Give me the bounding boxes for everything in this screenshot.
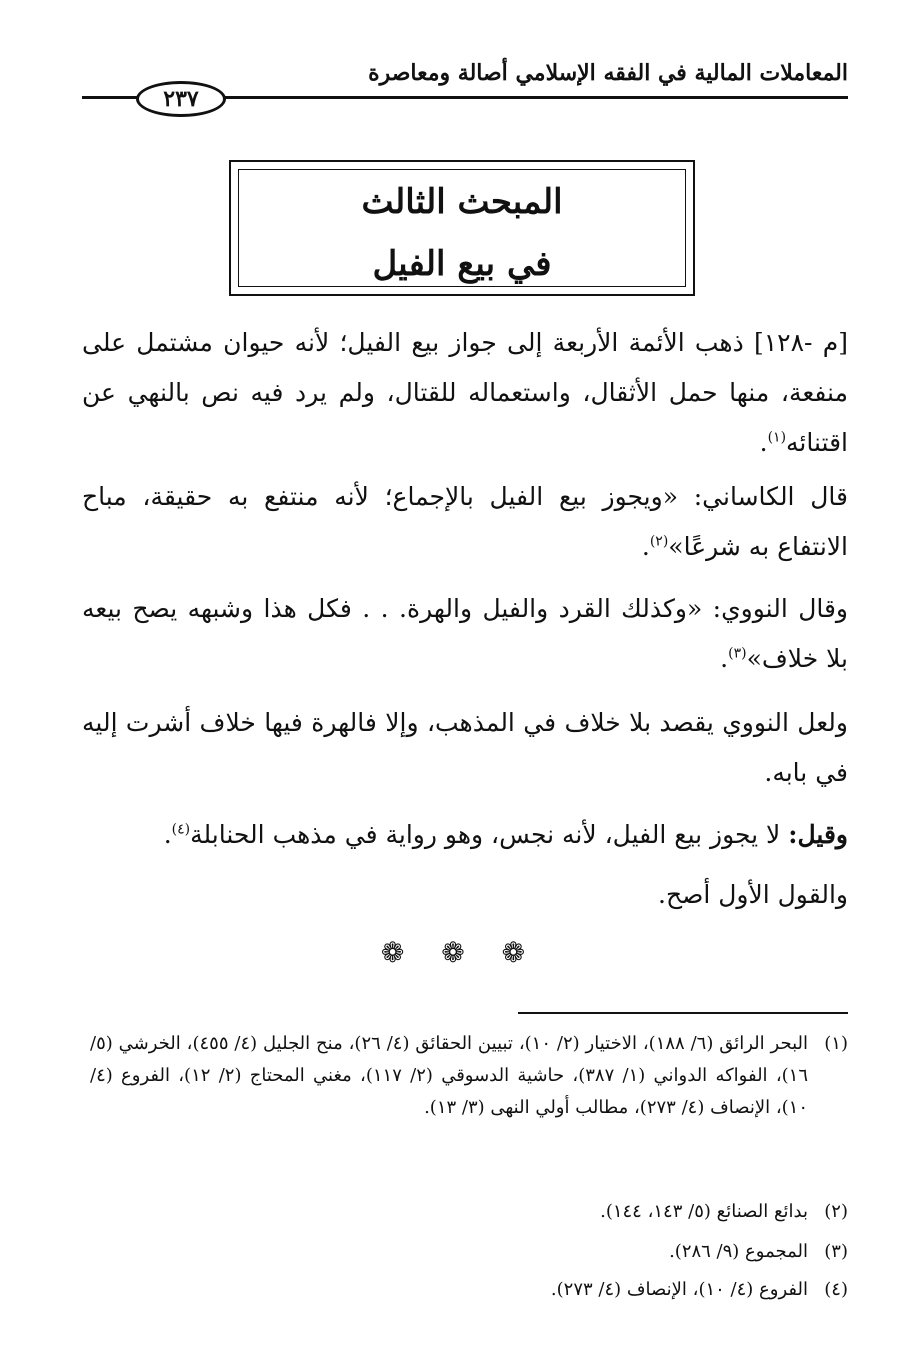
footnote-ref-3: (٣): [728, 645, 747, 662]
footnote-2: [82, 1196, 848, 1228]
paragraph-1-text: [م -١٢٨] ذهب الأئمة الأربعة إلى جواز بيع الفيل؛ لأنه حيوان مشتمل على منفعة، منها حمل الأثقال، واستعماله للقتال، ولم يرد فيه نص بالنهي عن اقتنائه: [82, 328, 848, 457]
paragraph-3: [82, 584, 848, 684]
footnote-separator: [518, 1012, 848, 1014]
chapter-title-box: [229, 160, 695, 296]
paragraph-2-text: قال الكاساني: «ويجوز بيع الفيل بالإجماع؛ لأنه منتفع به حقيقة، مباح الانتفاع به شرعًا»: [82, 482, 848, 561]
paragraph-5-lead: وقيل:: [788, 820, 848, 849]
section-end-ornaments: ❁ ❁ ❁: [380, 936, 540, 969]
footnote-4-number: (٤): [824, 1279, 848, 1300]
footnote-3-text: المجموع (٩/ ٢٨٦).: [669, 1241, 808, 1262]
footnote-4-text: الفروع (٤/ ١٠)، الإنصاف (٤/ ٢٧٣).: [550, 1279, 808, 1300]
page-number: ٢٣٧: [136, 81, 226, 117]
paragraph-6: والقول الأول أصح.: [658, 880, 848, 909]
paragraph-1-end: .: [759, 428, 768, 457]
footnote-1-number: (١): [824, 1033, 848, 1054]
paragraph-5-text: لا يجوز بيع الفيل، لأنه نجس، وهو رواية في مذهب الحنابلة: [190, 820, 789, 849]
chapter-title-line-2: في بيع الفيل: [372, 244, 552, 284]
footnote-2-text: بدائع الصنائع (٥/ ١٤٣، ١٤٤).: [600, 1201, 808, 1222]
paragraph-4: ولعل النووي يقصد بلا خلاف في المذهب، وإلا فالهرة فيها خلاف أشرت إليه في بابه.: [82, 708, 848, 787]
paragraph-5: [82, 810, 848, 860]
footnote-ref-4: (٤): [171, 821, 191, 838]
footnote-2-number: (٢): [824, 1201, 848, 1222]
chapter-title-line-1: المبحث الثالث: [361, 182, 563, 222]
paragraph-1: [82, 318, 848, 468]
paragraph-2-end: .: [641, 532, 650, 561]
footnote-1-text: البحر الرائق (٦/ ١٨٨)، الاختيار (٢/ ١٠)، تبيين الحقائق (٤/ ٢٦)، منح الجليل (٤/ ٤٥٥)، الخرشي (٥/ ١٦)، الفواكه الدواني (١/ ٣٨٧)، حاشية الدسوقي (٢/ ١١٧)، مغني المحتاج (٢/ ١٢)، الفروع (٤/ ١٠)، الإنصاف (٤/ ٢٧٣)، مطالب أولي النهى (٣/ ١٣).: [90, 1033, 809, 1118]
footnote-3-number: (٣): [824, 1241, 848, 1262]
running-title: المعاملات المالية في الفقه الإسلامي أصالة ومعاصرة: [368, 60, 848, 86]
paragraph-3-text: وقال النووي: «وكذلك القرد والفيل والهرة. . . فكل هذا وشبهه يصح بيعه بلا خلاف»: [82, 594, 848, 673]
footnote-ref-2: (٢): [649, 533, 669, 550]
footnote-3: [82, 1236, 848, 1268]
footnote-1: [82, 1028, 848, 1124]
footnote-ref-1: (١): [767, 429, 787, 446]
paragraph-5-end: .: [163, 820, 172, 849]
footnote-4: [82, 1274, 848, 1306]
paragraph-2: [82, 472, 848, 572]
paragraph-3-end: .: [720, 644, 729, 673]
